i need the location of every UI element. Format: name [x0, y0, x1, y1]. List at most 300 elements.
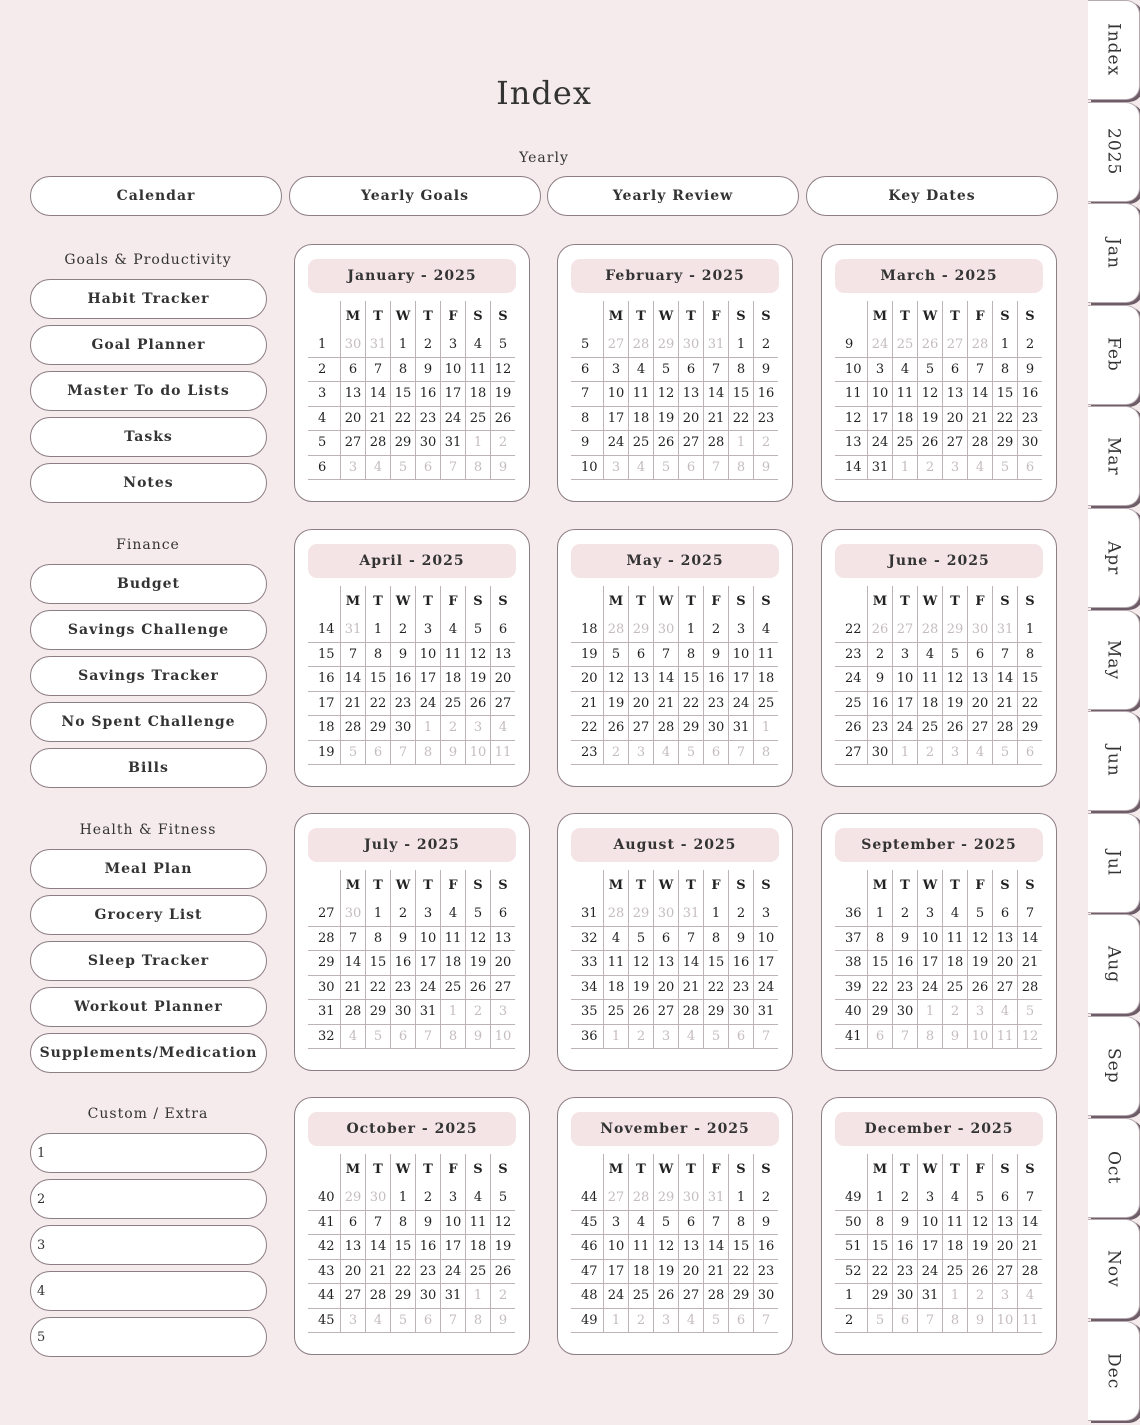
day-cell[interactable]: 21 [1017, 951, 1042, 976]
day-cell[interactable]: 9 [1017, 358, 1042, 383]
day-cell[interactable]: 12 [967, 1211, 992, 1236]
day-cell[interactable]: 19 [942, 692, 967, 717]
day-cell[interactable]: 14 [340, 951, 365, 976]
tab-jan[interactable] [1088, 203, 1140, 303]
day-cell[interactable]: 8 [867, 1211, 892, 1236]
month-card-december[interactable] [821, 1097, 1057, 1355]
day-cell[interactable]: 11 [753, 643, 778, 668]
day-cell[interactable]: 9 [867, 667, 892, 692]
day-cell[interactable]: 1 [390, 333, 415, 358]
day-cell[interactable]: 29 [1017, 716, 1042, 741]
day-cell[interactable]: 7 [992, 643, 1017, 668]
day-cell[interactable]: 4 [917, 643, 942, 668]
day-cell[interactable]: 4 [465, 1186, 490, 1211]
day-cell[interactable]: 16 [892, 1235, 917, 1260]
day-cell[interactable]: 10 [415, 643, 440, 668]
day-cell[interactable]: 29 [867, 1000, 892, 1025]
day-cell[interactable]: 18 [465, 1235, 490, 1260]
day-cell[interactable]: 25 [628, 1284, 653, 1309]
day-cell[interactable]: 24 [440, 1260, 465, 1285]
day-cell[interactable]: 30 [415, 431, 440, 456]
day-cell[interactable]: 13 [942, 382, 967, 407]
nav-savings-challenge-button[interactable]: Savings Challenge [30, 610, 267, 650]
day-cell[interactable]: 4 [753, 618, 778, 643]
day-cell[interactable]: 26 [490, 1260, 515, 1285]
day-cell[interactable]: 22 [867, 976, 892, 1001]
day-cell[interactable]: 24 [753, 976, 778, 1001]
day-cell[interactable]: 15 [390, 1235, 415, 1260]
day-cell[interactable]: 12 [603, 667, 628, 692]
day-cell[interactable]: 27 [340, 1284, 365, 1309]
yearly-goals-button[interactable]: Yearly Goals [289, 176, 541, 216]
nav-notes-button[interactable]: Notes [30, 463, 267, 503]
day-cell[interactable]: 31 [440, 431, 465, 456]
day-cell[interactable]: 15 [1017, 667, 1042, 692]
day-cell[interactable]: 21 [992, 692, 1017, 717]
day-cell[interactable]: 5 [653, 358, 678, 383]
day-cell[interactable]: 3 [753, 902, 778, 927]
nav-goal-planner-button[interactable]: Goal Planner [30, 325, 267, 365]
day-cell[interactable]: 14 [365, 1235, 390, 1260]
day-cell[interactable]: 4 [942, 1186, 967, 1211]
day-cell[interactable]: 7 [1017, 902, 1042, 927]
custom-entry-1[interactable]: 1 [30, 1133, 267, 1173]
day-cell[interactable]: 25 [603, 1000, 628, 1025]
day-cell[interactable]: 12 [490, 358, 515, 383]
day-cell[interactable]: 9 [390, 927, 415, 952]
day-cell[interactable]: 23 [415, 1260, 440, 1285]
day-cell[interactable]: 5 [653, 1211, 678, 1236]
day-cell[interactable]: 11 [440, 927, 465, 952]
day-cell[interactable]: 27 [678, 431, 703, 456]
day-cell[interactable]: 6 [678, 358, 703, 383]
day-cell[interactable]: 26 [465, 692, 490, 717]
day-cell[interactable]: 18 [942, 1235, 967, 1260]
day-cell[interactable]: 15 [867, 1235, 892, 1260]
day-cell[interactable]: 24 [728, 692, 753, 717]
day-cell[interactable]: 23 [892, 976, 917, 1001]
day-cell[interactable]: 26 [603, 716, 628, 741]
day-cell[interactable]: 25 [465, 407, 490, 432]
day-cell[interactable]: 9 [703, 643, 728, 668]
day-cell[interactable]: 5 [967, 902, 992, 927]
day-cell[interactable]: 16 [415, 1235, 440, 1260]
day-cell[interactable]: 13 [340, 382, 365, 407]
day-cell[interactable]: 16 [867, 692, 892, 717]
day-cell[interactable]: 17 [440, 382, 465, 407]
day-cell[interactable]: 26 [967, 976, 992, 1001]
day-cell[interactable]: 11 [917, 667, 942, 692]
day-cell[interactable]: 2 [703, 618, 728, 643]
day-cell[interactable]: 3 [867, 358, 892, 383]
day-cell[interactable]: 7 [340, 927, 365, 952]
day-cell[interactable]: 20 [653, 976, 678, 1001]
day-cell[interactable]: 14 [340, 667, 365, 692]
tab-index[interactable] [1088, 0, 1140, 100]
day-cell[interactable]: 7 [365, 1211, 390, 1236]
day-cell[interactable]: 20 [490, 667, 515, 692]
month-card-june[interactable] [821, 529, 1057, 787]
day-cell[interactable]: 29 [678, 716, 703, 741]
day-cell[interactable]: 13 [678, 382, 703, 407]
day-cell[interactable]: 28 [1017, 976, 1042, 1001]
day-cell[interactable]: 2 [1017, 333, 1042, 358]
day-cell[interactable]: 21 [340, 976, 365, 1001]
day-cell[interactable]: 11 [465, 1211, 490, 1236]
day-cell[interactable]: 21 [365, 407, 390, 432]
day-cell[interactable]: 16 [728, 951, 753, 976]
day-cell[interactable]: 20 [628, 692, 653, 717]
day-cell[interactable]: 14 [1017, 927, 1042, 952]
day-cell[interactable]: 22 [992, 407, 1017, 432]
day-cell[interactable]: 10 [440, 1211, 465, 1236]
month-card-april[interactable] [294, 529, 530, 787]
day-cell[interactable]: 18 [917, 692, 942, 717]
day-cell[interactable]: 30 [390, 1000, 415, 1025]
day-cell[interactable]: 18 [892, 407, 917, 432]
day-cell[interactable]: 18 [440, 951, 465, 976]
day-cell[interactable]: 14 [703, 1235, 728, 1260]
day-cell[interactable]: 9 [415, 358, 440, 383]
day-cell[interactable]: 4 [440, 618, 465, 643]
day-cell[interactable]: 28 [340, 716, 365, 741]
day-cell[interactable]: 16 [753, 1235, 778, 1260]
day-cell[interactable]: 3 [603, 358, 628, 383]
day-cell[interactable]: 17 [440, 1235, 465, 1260]
day-cell[interactable]: 24 [415, 692, 440, 717]
day-cell[interactable]: 8 [365, 643, 390, 668]
day-cell[interactable]: 26 [942, 716, 967, 741]
day-cell[interactable]: 25 [440, 692, 465, 717]
day-cell[interactable]: 29 [867, 1284, 892, 1309]
day-cell[interactable]: 20 [992, 951, 1017, 976]
custom-entry-4[interactable]: 4 [30, 1271, 267, 1311]
day-cell[interactable]: 20 [678, 1260, 703, 1285]
day-cell[interactable]: 19 [917, 407, 942, 432]
day-cell[interactable]: 10 [603, 382, 628, 407]
day-cell[interactable]: 26 [465, 976, 490, 1001]
day-cell[interactable]: 4 [440, 902, 465, 927]
day-cell[interactable]: 19 [967, 951, 992, 976]
day-cell[interactable]: 6 [967, 643, 992, 668]
day-cell[interactable]: 3 [440, 333, 465, 358]
day-cell[interactable]: 25 [942, 1260, 967, 1285]
day-cell[interactable]: 28 [365, 431, 390, 456]
day-cell[interactable]: 27 [490, 976, 515, 1001]
day-cell[interactable]: 23 [703, 692, 728, 717]
day-cell[interactable]: 6 [992, 902, 1017, 927]
day-cell[interactable]: 24 [603, 431, 628, 456]
day-cell[interactable]: 12 [942, 667, 967, 692]
day-cell[interactable]: 29 [703, 1000, 728, 1025]
day-cell[interactable]: 7 [703, 358, 728, 383]
day-cell[interactable]: 31 [753, 1000, 778, 1025]
day-cell[interactable]: 10 [867, 382, 892, 407]
day-cell[interactable]: 9 [415, 1211, 440, 1236]
day-cell[interactable]: 28 [653, 716, 678, 741]
day-cell[interactable]: 29 [390, 1284, 415, 1309]
month-card-march[interactable] [821, 244, 1057, 502]
day-cell[interactable]: 6 [490, 902, 515, 927]
day-cell[interactable]: 12 [465, 927, 490, 952]
day-cell[interactable]: 24 [603, 1284, 628, 1309]
day-cell[interactable]: 27 [490, 692, 515, 717]
day-cell[interactable]: 8 [365, 927, 390, 952]
day-cell[interactable]: 13 [678, 1235, 703, 1260]
day-cell[interactable]: 29 [365, 1000, 390, 1025]
day-cell[interactable]: 28 [992, 716, 1017, 741]
day-cell[interactable]: 16 [415, 382, 440, 407]
day-cell[interactable]: 11 [440, 643, 465, 668]
day-cell[interactable]: 28 [703, 431, 728, 456]
day-cell[interactable]: 8 [1017, 643, 1042, 668]
tab-feb[interactable] [1088, 305, 1140, 405]
tab-nov[interactable] [1088, 1219, 1140, 1319]
day-cell[interactable]: 25 [753, 692, 778, 717]
day-cell[interactable]: 13 [992, 927, 1017, 952]
day-cell[interactable]: 28 [340, 1000, 365, 1025]
day-cell[interactable]: 22 [365, 692, 390, 717]
day-cell[interactable]: 8 [703, 927, 728, 952]
tab-2025[interactable] [1088, 102, 1140, 202]
day-cell[interactable]: 31 [867, 456, 892, 481]
day-cell[interactable]: 21 [678, 976, 703, 1001]
month-card-may[interactable] [557, 529, 793, 787]
day-cell[interactable]: 25 [465, 1260, 490, 1285]
day-cell[interactable]: 10 [440, 358, 465, 383]
day-cell[interactable]: 29 [390, 431, 415, 456]
nav-meal-plan-button[interactable]: Meal Plan [30, 849, 267, 889]
day-cell[interactable]: 22 [678, 692, 703, 717]
day-cell[interactable]: 24 [415, 976, 440, 1001]
day-cell[interactable]: 3 [603, 1211, 628, 1236]
day-cell[interactable]: 29 [728, 1284, 753, 1309]
day-cell[interactable]: 13 [967, 667, 992, 692]
day-cell[interactable]: 27 [628, 716, 653, 741]
day-cell[interactable]: 12 [653, 1235, 678, 1260]
day-cell[interactable]: 4 [465, 333, 490, 358]
day-cell[interactable]: 22 [867, 1260, 892, 1285]
day-cell[interactable]: 2 [390, 902, 415, 927]
day-cell[interactable]: 18 [753, 667, 778, 692]
day-cell[interactable]: 4 [892, 358, 917, 383]
day-cell[interactable]: 30 [892, 1284, 917, 1309]
day-cell[interactable]: 14 [967, 382, 992, 407]
day-cell[interactable]: 27 [340, 431, 365, 456]
day-cell[interactable]: 26 [967, 1260, 992, 1285]
day-cell[interactable]: 21 [967, 407, 992, 432]
day-cell[interactable]: 1 [365, 902, 390, 927]
day-cell[interactable]: 20 [340, 407, 365, 432]
day-cell[interactable]: 10 [603, 1235, 628, 1260]
day-cell[interactable]: 22 [390, 1260, 415, 1285]
day-cell[interactable]: 16 [390, 951, 415, 976]
day-cell[interactable]: 12 [653, 382, 678, 407]
custom-entry-2[interactable]: 2 [30, 1179, 267, 1219]
day-cell[interactable]: 21 [703, 407, 728, 432]
day-cell[interactable]: 26 [490, 407, 515, 432]
day-cell[interactable]: 7 [365, 358, 390, 383]
day-cell[interactable]: 23 [390, 692, 415, 717]
day-cell[interactable]: 15 [365, 667, 390, 692]
day-cell[interactable]: 6 [678, 1211, 703, 1236]
day-cell[interactable]: 5 [465, 618, 490, 643]
day-cell[interactable]: 2 [892, 1186, 917, 1211]
day-cell[interactable]: 23 [753, 1260, 778, 1285]
day-cell[interactable]: 22 [728, 407, 753, 432]
day-cell[interactable]: 27 [942, 431, 967, 456]
day-cell[interactable]: 2 [415, 1186, 440, 1211]
day-cell[interactable]: 9 [753, 358, 778, 383]
day-cell[interactable]: 9 [753, 1211, 778, 1236]
day-cell[interactable]: 14 [703, 382, 728, 407]
nav-budget-button[interactable]: Budget [30, 564, 267, 604]
day-cell[interactable]: 24 [440, 407, 465, 432]
tab-jul[interactable] [1088, 813, 1140, 913]
day-cell[interactable]: 1 [867, 1186, 892, 1211]
day-cell[interactable]: 12 [465, 643, 490, 668]
key-dates-button[interactable]: Key Dates [806, 176, 1058, 216]
day-cell[interactable]: 10 [728, 643, 753, 668]
day-cell[interactable]: 2 [415, 333, 440, 358]
day-cell[interactable]: 11 [942, 927, 967, 952]
day-cell[interactable]: 10 [917, 927, 942, 952]
day-cell[interactable]: 3 [440, 1186, 465, 1211]
day-cell[interactable]: 28 [967, 431, 992, 456]
day-cell[interactable]: 30 [753, 1284, 778, 1309]
calendar-button[interactable]: Calendar [30, 176, 282, 216]
month-card-november[interactable] [557, 1097, 793, 1355]
month-card-july[interactable] [294, 813, 530, 1071]
month-card-august[interactable] [557, 813, 793, 1071]
day-cell[interactable]: 31 [728, 716, 753, 741]
day-cell[interactable]: 23 [390, 976, 415, 1001]
day-cell[interactable]: 19 [465, 667, 490, 692]
day-cell[interactable]: 27 [678, 1284, 703, 1309]
day-cell[interactable]: 11 [892, 382, 917, 407]
day-cell[interactable]: 11 [465, 358, 490, 383]
day-cell[interactable]: 16 [703, 667, 728, 692]
day-cell[interactable]: 31 [917, 1284, 942, 1309]
day-cell[interactable]: 15 [703, 951, 728, 976]
day-cell[interactable]: 29 [365, 716, 390, 741]
day-cell[interactable]: 17 [892, 692, 917, 717]
day-cell[interactable]: 27 [992, 976, 1017, 1001]
nav-workout-planner-button[interactable]: Workout Planner [30, 987, 267, 1027]
day-cell[interactable]: 10 [753, 927, 778, 952]
month-card-january[interactable] [294, 244, 530, 502]
tab-mar[interactable] [1088, 406, 1140, 506]
day-cell[interactable]: 12 [967, 927, 992, 952]
day-cell[interactable]: 19 [653, 1260, 678, 1285]
day-cell[interactable]: 18 [942, 951, 967, 976]
day-cell[interactable]: 23 [892, 1260, 917, 1285]
day-cell[interactable]: 22 [1017, 692, 1042, 717]
day-cell[interactable]: 15 [728, 1235, 753, 1260]
day-cell[interactable]: 26 [917, 431, 942, 456]
nav-sleep-tracker-button[interactable]: Sleep Tracker [30, 941, 267, 981]
day-cell[interactable]: 13 [490, 927, 515, 952]
day-cell[interactable]: 30 [1017, 431, 1042, 456]
day-cell[interactable]: 24 [917, 1260, 942, 1285]
day-cell[interactable]: 19 [603, 692, 628, 717]
day-cell[interactable]: 8 [867, 927, 892, 952]
nav-tasks-button[interactable]: Tasks [30, 417, 267, 457]
custom-entry-5[interactable]: 5 [30, 1317, 267, 1357]
day-cell[interactable]: 25 [628, 431, 653, 456]
day-cell[interactable]: 30 [892, 1000, 917, 1025]
day-cell[interactable]: 2 [390, 618, 415, 643]
day-cell[interactable]: 23 [415, 407, 440, 432]
day-cell[interactable]: 30 [867, 741, 892, 766]
day-cell[interactable]: 6 [340, 358, 365, 383]
day-cell[interactable]: 5 [967, 1186, 992, 1211]
day-cell[interactable]: 7 [653, 643, 678, 668]
day-cell[interactable]: 17 [917, 951, 942, 976]
day-cell[interactable]: 17 [415, 667, 440, 692]
day-cell[interactable]: 18 [465, 382, 490, 407]
nav-savings-tracker-button[interactable]: Savings Tracker [30, 656, 267, 696]
day-cell[interactable]: 5 [490, 1186, 515, 1211]
day-cell[interactable]: 22 [365, 976, 390, 1001]
day-cell[interactable]: 7 [340, 643, 365, 668]
day-cell[interactable]: 5 [490, 333, 515, 358]
day-cell[interactable]: 20 [340, 1260, 365, 1285]
day-cell[interactable]: 5 [942, 643, 967, 668]
day-cell[interactable]: 22 [390, 407, 415, 432]
day-cell[interactable]: 8 [728, 1211, 753, 1236]
day-cell[interactable]: 15 [365, 951, 390, 976]
tab-oct[interactable] [1088, 1118, 1140, 1218]
day-cell[interactable]: 26 [628, 1000, 653, 1025]
day-cell[interactable]: 9 [390, 643, 415, 668]
day-cell[interactable]: 1 [703, 902, 728, 927]
day-cell[interactable]: 3 [892, 643, 917, 668]
day-cell[interactable]: 17 [603, 407, 628, 432]
day-cell[interactable]: 25 [892, 431, 917, 456]
day-cell[interactable]: 14 [1017, 1211, 1042, 1236]
day-cell[interactable]: 6 [653, 927, 678, 952]
day-cell[interactable]: 14 [365, 382, 390, 407]
day-cell[interactable]: 2 [728, 902, 753, 927]
month-card-october[interactable] [294, 1097, 530, 1355]
day-cell[interactable]: 8 [992, 358, 1017, 383]
day-cell[interactable]: 7 [703, 1211, 728, 1236]
tab-dec[interactable] [1088, 1321, 1140, 1421]
day-cell[interactable]: 27 [967, 716, 992, 741]
tab-aug[interactable] [1088, 914, 1140, 1014]
day-cell[interactable]: 6 [340, 1211, 365, 1236]
day-cell[interactable]: 19 [490, 1235, 515, 1260]
day-cell[interactable]: 27 [653, 1000, 678, 1025]
day-cell[interactable]: 13 [628, 667, 653, 692]
day-cell[interactable]: 28 [678, 1000, 703, 1025]
day-cell[interactable]: 11 [628, 1235, 653, 1260]
day-cell[interactable]: 15 [992, 382, 1017, 407]
tab-jun[interactable] [1088, 711, 1140, 811]
day-cell[interactable]: 18 [440, 667, 465, 692]
day-cell[interactable]: 20 [490, 951, 515, 976]
day-cell[interactable]: 2 [892, 902, 917, 927]
day-cell[interactable]: 22 [728, 1260, 753, 1285]
day-cell[interactable]: 8 [728, 358, 753, 383]
day-cell[interactable]: 11 [942, 1211, 967, 1236]
day-cell[interactable]: 6 [992, 1186, 1017, 1211]
day-cell[interactable]: 17 [867, 407, 892, 432]
day-cell[interactable]: 9 [892, 1211, 917, 1236]
day-cell[interactable]: 14 [992, 667, 1017, 692]
day-cell[interactable]: 28 [703, 1284, 728, 1309]
